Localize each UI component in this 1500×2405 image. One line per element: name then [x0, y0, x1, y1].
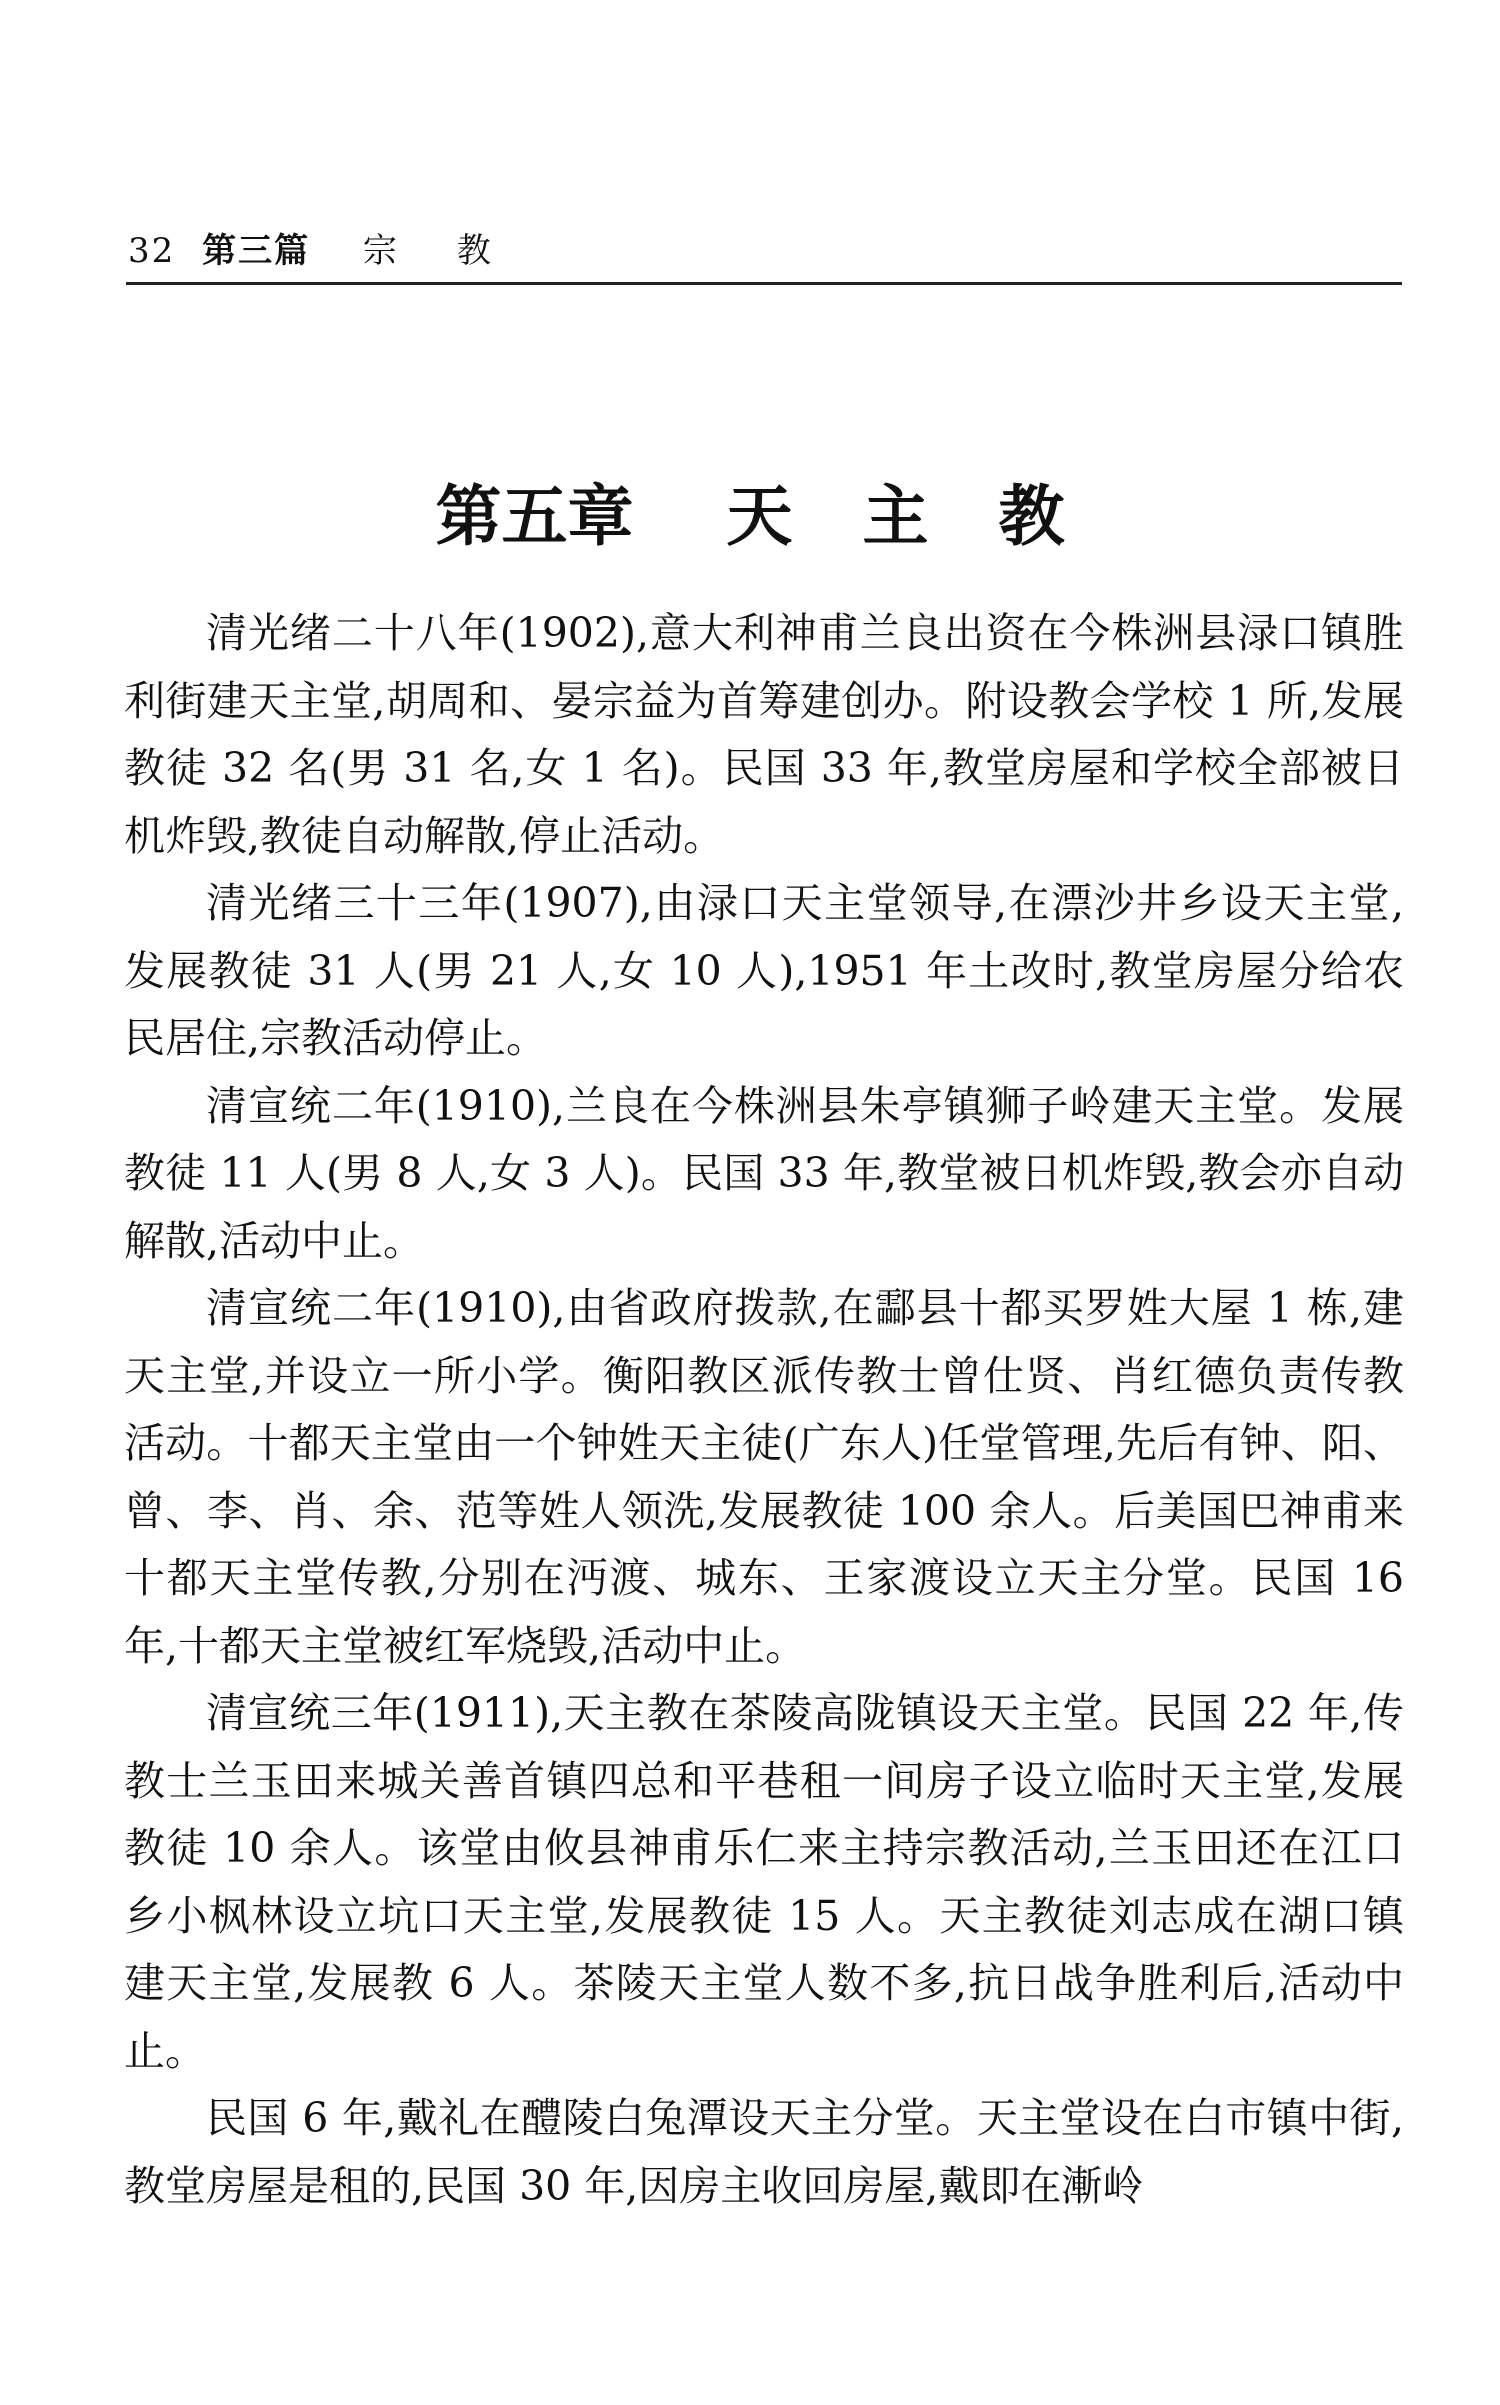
paragraph: 清光绪二十八年(1902),意大利神甫兰良出资在今株洲县渌口镇胜利街建天主堂,胡周和、晏宗益为首筹建创办。附设教会学校 1 所,发展教徒 32 名(男 31 名,女 1 名)。民国 33 年,教堂房屋和学校全部被日机炸毁,教徒自动解散,停止活动。 — [124, 609, 1404, 860]
chapter-number: 第五章 — [435, 478, 634, 556]
paragraph: 清宣统二年(1910),兰良在今株洲县朱亭镇狮子岭建天主堂。发展教徒 11 人(男 8 人,女 3 人)。民国 33 年,教堂被日机炸毁,教会亦自动解散,活动中止。 — [124, 1081, 1404, 1265]
running-header — [128, 226, 1400, 276]
part-subject: 宗教 — [362, 231, 551, 271]
paragraph: 清光绪三十三年(1907),由渌口天主堂领导,在漂沙井乡设天主堂,发展教徒 31 人(男 21 人,女 10 人),1951 年土改时,教堂房屋分给农民居住,宗教活动停止。 — [124, 879, 1404, 1062]
paragraph: 清宣统二年(1910),由省政府拨款,在酃县十都买罗姓大屋 1 栋,建天主堂,并设立一所小学。衡阳教区派传教士曾仕贤、肖红德负责传教活动。十都天主堂由一个钟姓天主徒(广东人)任堂管理,先后有钟、阳、曾、李、肖、余、范等姓人领洗,发展教徒 100 余人。后美国巴神甫来十都天主堂传教,分别在沔渡、城东、王家渡设立天主分堂。民国 16 年,十都天主堂被红军烧毁,活动中止。 — [124, 1284, 1404, 1670]
chapter-name: 天主教 — [726, 478, 1135, 556]
part-title: 第三篇 — [202, 231, 311, 271]
paragraph: 清宣统三年(1911),天主教在茶陵高陇镇设天主堂。民国 22 年,传教士兰玉田来城关善首镇四总和平巷租一间房子设立临时天主堂,发展教徒 10 余人。该堂由攸县神甫乐仁来主持宗教活动,兰玉田还在江口乡小枫林设立坑口天主堂,发展教徒 15 人。天主教徒刘志成在湖口镇建天主堂,发展教 6 人。茶陵天主堂人数不多,抗日战争胜利后,活动中止。 — [124, 1689, 1404, 2075]
body-text — [124, 600, 1404, 2220]
paragraph: 民国 6 年,戴礼在醴陵白兔潭设天主分堂。天主堂设在白市镇中街,教堂房屋是租的,民国 30 年,因房主收回房屋,戴即在漸岭 — [124, 2094, 1404, 2210]
page-number: 32 — [128, 231, 176, 271]
chapter-title — [0, 472, 1500, 562]
header-rule — [126, 282, 1402, 285]
